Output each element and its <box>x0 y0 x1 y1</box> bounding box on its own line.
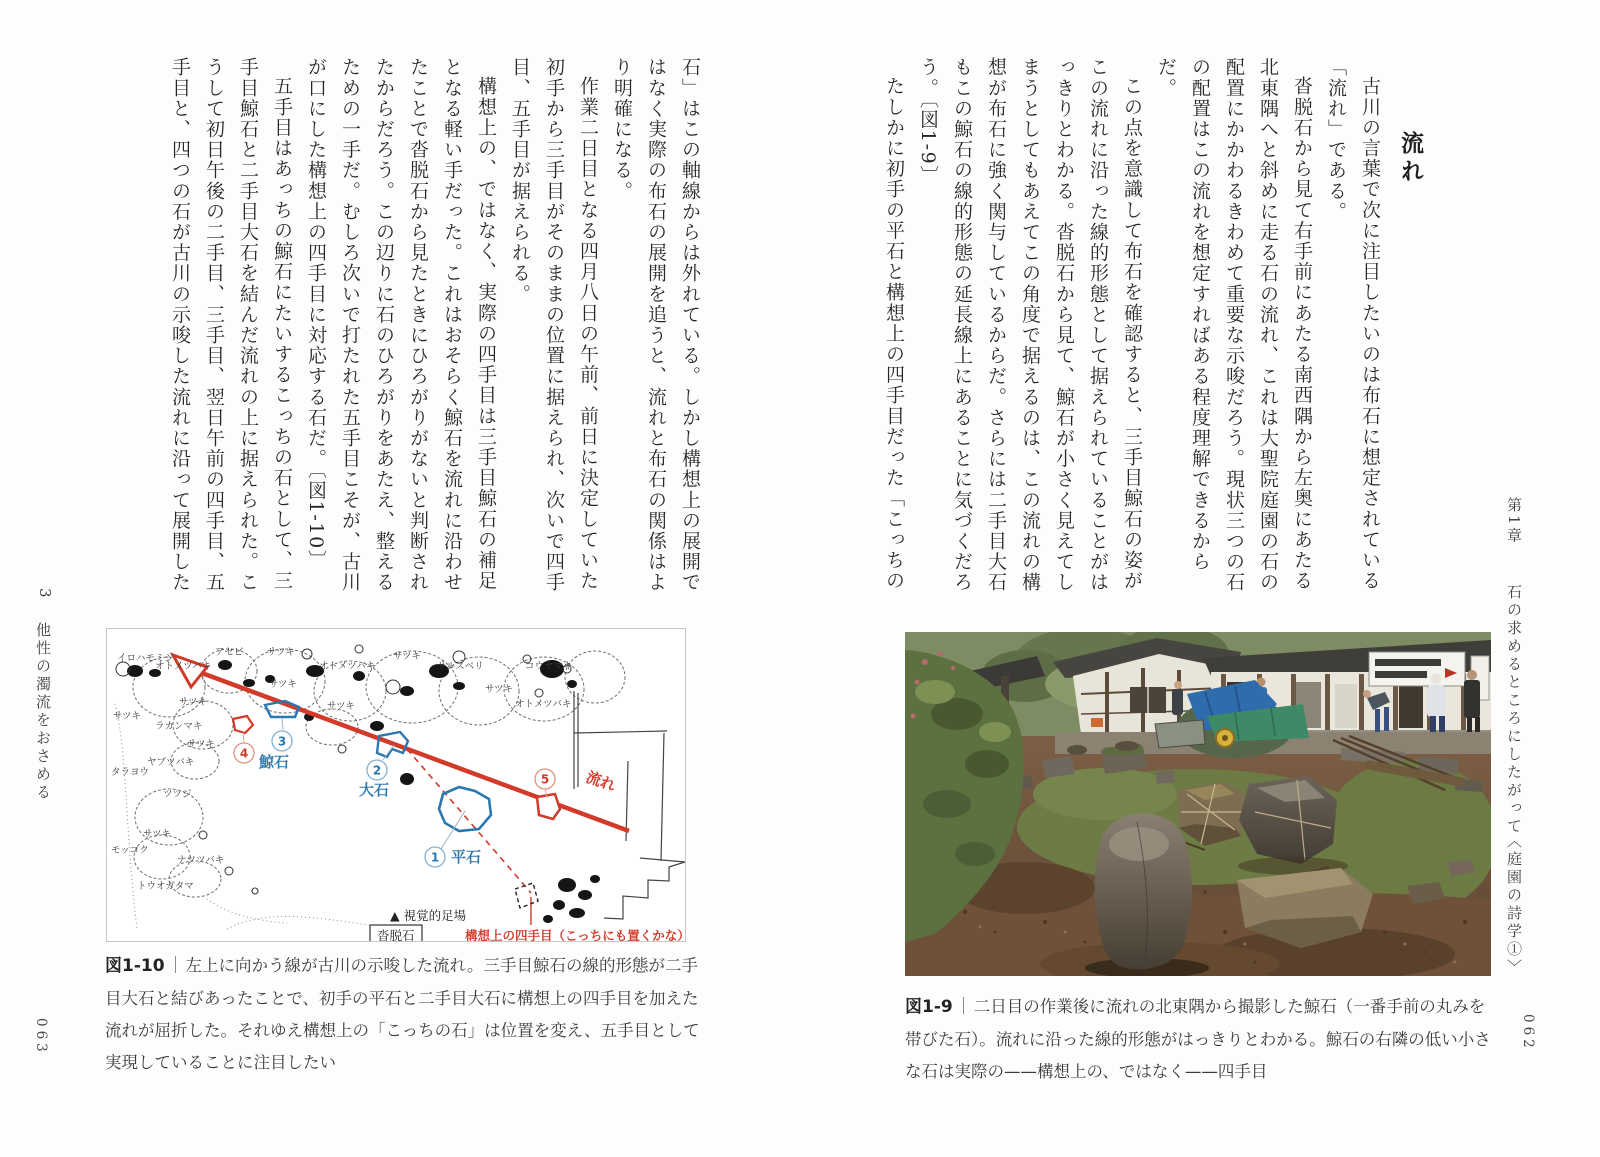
svg-text:3: 3 <box>277 734 287 749</box>
conceived-fourth-stone-outline <box>515 883 538 908</box>
svg-text:ツツジ: ツツジ <box>163 789 192 800</box>
svg-text:サツキ: サツキ <box>485 684 513 695</box>
svg-text:サツキ: サツキ <box>187 739 215 750</box>
caption-divider <box>963 997 964 1014</box>
svg-text:モッコク: モッコク <box>111 845 149 856</box>
caption-divider <box>175 956 176 973</box>
section-number: 3 <box>36 588 54 598</box>
conceived-stone-note: 構想上の四手目（こっちにも置くかな） <box>465 928 685 941</box>
wall-sketch <box>574 691 685 919</box>
svg-text:オトメツバキ: オトメツバキ <box>515 699 572 710</box>
stone-label-oishi: 大石 <box>359 781 390 799</box>
stone-label-hiraishi: 平石 <box>451 848 482 866</box>
svg-text:サツキ: サツキ <box>269 679 297 690</box>
svg-text:ラカンマキ: ラカンマキ <box>155 721 203 732</box>
running-head-subtitle: 〈庭園の詩学①〉 <box>1505 833 1523 977</box>
running-head-title: 石の求めるところにしたがって <box>1505 584 1523 836</box>
flow-label: 流れ <box>583 767 618 796</box>
svg-text:1: 1 <box>430 850 440 865</box>
svg-text:サツキ: サツキ <box>143 829 171 840</box>
paragraph: 構想上の、ではなく、実際の四手目は三手目鯨石の補足となる軽い手だった。これはおそらく鯨石を流れに沿わせたことで沓脱石から見たときにひろがりがないと判断されたからだろう。この辺りに石のひろがりをあたえ、整えるための一手だ。むしろ次いで打たれた五手目こそが、古川が口にした構想上の四手目に対応する石だ。〔図1-10〕 <box>305 57 497 593</box>
visual-foothold-legend: ▲ 視覚的足場 <box>390 908 467 923</box>
paragraph: 沓脱石から見て右手前にあたる南西隅から左奥にあたる北東隅へと斜めに走る石の流れ、これは大聖院庭園の石の配置にかかわるきわめて重要な示唆だろう。現状三つの石の配置はこの流れを想定すればある程度理解できるからだ。 <box>1155 57 1313 593</box>
svg-text:サツキ: サツキ <box>113 711 141 722</box>
page-number-right: 062 <box>1520 1014 1536 1052</box>
svg-text:5: 5 <box>540 772 550 787</box>
svg-text:2: 2 <box>372 763 382 778</box>
plant-labels <box>111 647 573 892</box>
garden-photo-illustration <box>905 632 1491 976</box>
svg-text:コウヤマキ: コウヤマキ <box>525 661 573 672</box>
kutsunugi-label: 沓脱石 <box>377 928 415 941</box>
svg-text:トウオガタマ: トウオガタマ <box>137 881 194 892</box>
paragraph: 石」はこの軸線からは外れている。しかし構想上の展開ではなく実際の布石の展開を追うと、流れと布石の関係はより明確になる。 <box>611 57 701 593</box>
svg-text:サツキ: サツキ <box>267 647 295 658</box>
svg-text:タラヨウ: タラヨウ <box>111 767 150 778</box>
page-number-left: 063 <box>33 1018 49 1056</box>
section-title: 他性の濁流をおさめる <box>34 622 52 802</box>
paragraph: 作業二日目となる四月八日の午前、前日に決定していた初手から三手目がそのままの位置に据えられ、次いで四手目、五手目が据えられる。 <box>509 57 599 593</box>
left-page-body-text <box>103 57 707 607</box>
svg-text:オトメツバキ: オトメツバキ <box>155 661 212 672</box>
svg-text:オトメツバキ: オトメツバキ <box>319 661 376 672</box>
paragraph: 古川の言葉で次に注目したいのは布石に想定されている「流れ」である。 <box>1325 57 1381 591</box>
svg-text:サツキ: サツキ <box>327 701 355 712</box>
figure-caption-text: 二日目の作業後に流れの北東隅から撮影した鯨石（一番手前の丸みを帯びた石）。流れに沿った線的形態がはっきりとわかる。鯨石の右隣の低い小さな石は実際の——構想上の、ではなく——四手目 <box>905 997 1491 1082</box>
svg-text:イロハモミジ: イロハモミジ <box>117 653 175 664</box>
stone-label-kujiraishi: 鯨石 <box>259 753 290 771</box>
figure-caption-text: 左上に向かう線が古川の示唆した流れ。三手目鯨石の線的形態が二手目大石と結びあったことで、初手の平石と二手目大石に構想上の四手目を加えた流れが屈折した。それゆえ構想上の「こっちの石」は位置を変え、五手目として実現していることに注目したい <box>105 956 700 1073</box>
svg-text:サツキ: サツキ <box>179 697 207 708</box>
stone-number-markers <box>234 731 555 867</box>
svg-text:サルスベリ: サルスベリ <box>437 661 484 672</box>
garden-photo-figure-1-9 <box>905 632 1491 976</box>
svg-text:ヤブツバキ: ヤブツバキ <box>147 757 195 768</box>
running-head-chapter: 第1章 <box>1505 497 1523 546</box>
figure-caption-1-9 <box>905 991 1495 1088</box>
figure-caption-1-10 <box>105 950 703 1080</box>
paragraph: たしかに初手の平石と構想上の四手目だった「こっちの <box>883 76 905 591</box>
chapter-section-heading: 流れ <box>1397 131 1423 187</box>
figure-label: 図1-9 <box>905 997 953 1017</box>
site-plan-diagram-figure-1-10 <box>106 628 686 942</box>
right-page-body-text <box>883 57 1387 607</box>
figure-label: 図1-10 <box>105 956 165 976</box>
svg-text:サツキ: サツキ <box>393 651 421 662</box>
paragraph: この点を意識して布石を確認すると、三手目鯨石の姿がこの流れに沿った線的形態として据えられていることがはっきりとわかる。沓脱石から見て、鯨石が小さく見えてしまうとしてもあえてこの角度で据えるのは、この流れの構想が布石に強く関与しているからだ。さらには二手目大石もこの鯨石の線的形態の延長線上にあることに気づくだろう。〔図1-9〕 <box>917 57 1143 593</box>
information-sign <box>1369 652 1465 686</box>
svg-text:ナツツバキ: ナツツバキ <box>177 855 225 866</box>
paragraph: 五手目はあっちの鯨石にたいするこっちの石として、三手目鯨石と二手目大石を結んだ流れの上に据えられた。こうして初日午後の二手目、三手目、翌日午前の四手目、五手目と、四つの石が古川の示唆した流れに沿って展開した <box>169 57 293 593</box>
site-plan-diagram <box>107 629 685 941</box>
svg-text:アセビ: アセビ <box>215 647 244 658</box>
svg-text:4: 4 <box>239 746 249 761</box>
